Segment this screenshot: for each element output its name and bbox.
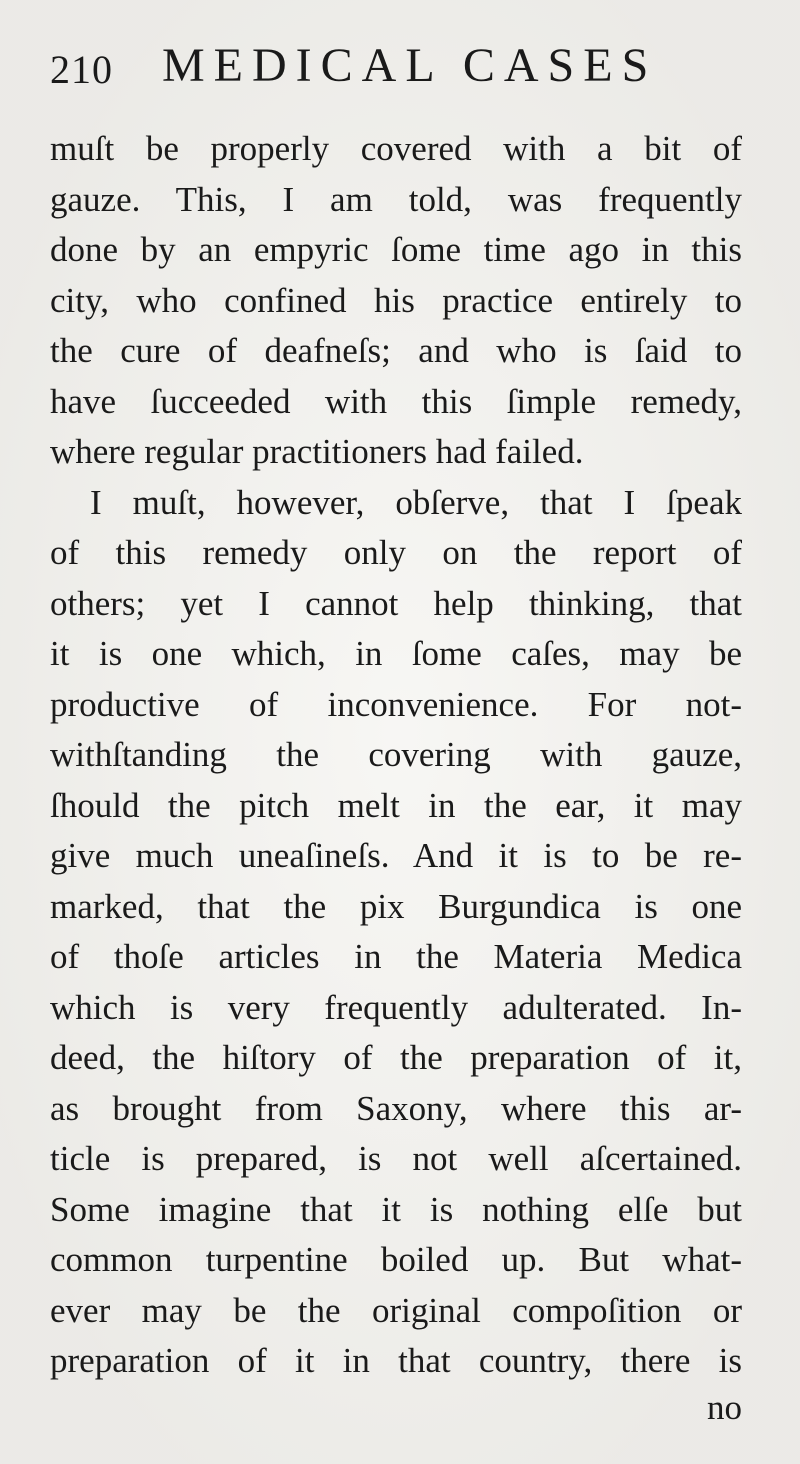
page-number: 210	[50, 47, 113, 92]
text-line: which is very frequently adulterated. In-	[50, 987, 742, 1027]
text-line: of thoſe articles in the Materia Medica	[50, 937, 742, 976]
text-line: gauze. This, I am told, was frequently	[50, 179, 742, 219]
text-line: withſtanding the covering with gauze,	[50, 735, 742, 774]
text-line: marked, that the pix Burgundica is one	[50, 886, 742, 926]
catchword: no	[707, 1388, 742, 1427]
text-line: city, who confined his practice entirely to	[50, 280, 742, 320]
running-head	[50, 38, 750, 98]
text-line: where regular practitioners had failed.	[50, 432, 584, 471]
text-line: ſhould the pitch melt in the ear, it may	[50, 785, 742, 825]
text-line: deed, the hiſtory of the preparation of it,	[50, 1038, 742, 1077]
text-line: the cure of deafneſs; and who is ſaid to	[50, 331, 742, 370]
text-line: Some imagine that it is nothing elſe but	[50, 1189, 742, 1229]
text-line: as brought from Saxony, where this ar-	[50, 1088, 742, 1128]
text-line: have ſucceeded with this ſimple remedy,	[50, 381, 742, 421]
text-line: ever may be the original compoſition or	[50, 1290, 742, 1330]
text-line: preparation of it in that country, there is	[50, 1341, 742, 1380]
text-line: it is one which, in ſome caſes, may be	[50, 634, 742, 673]
text-line: productive of inconvenience. For not-	[50, 684, 742, 724]
text-line: ticle is prepared, is not well aſcertained.	[50, 1139, 742, 1178]
body-text	[50, 124, 742, 1387]
text-line: I muſt, however, obſerve, that I ſpeak	[90, 482, 742, 522]
text-line: give much uneaſineſs. And it is to be re-	[50, 836, 742, 875]
text-line: done by an empyric ſome time ago in this	[50, 230, 742, 269]
text-line: muſt be properly covered with a bit of	[50, 129, 742, 168]
running-title: MEDICAL CASES	[162, 39, 658, 92]
text-line: of this remedy only on the report of	[50, 533, 742, 572]
text-line: common turpentine boiled up. But what-	[50, 1240, 742, 1279]
text-line: others; yet I cannot help thinking, that	[50, 583, 742, 623]
